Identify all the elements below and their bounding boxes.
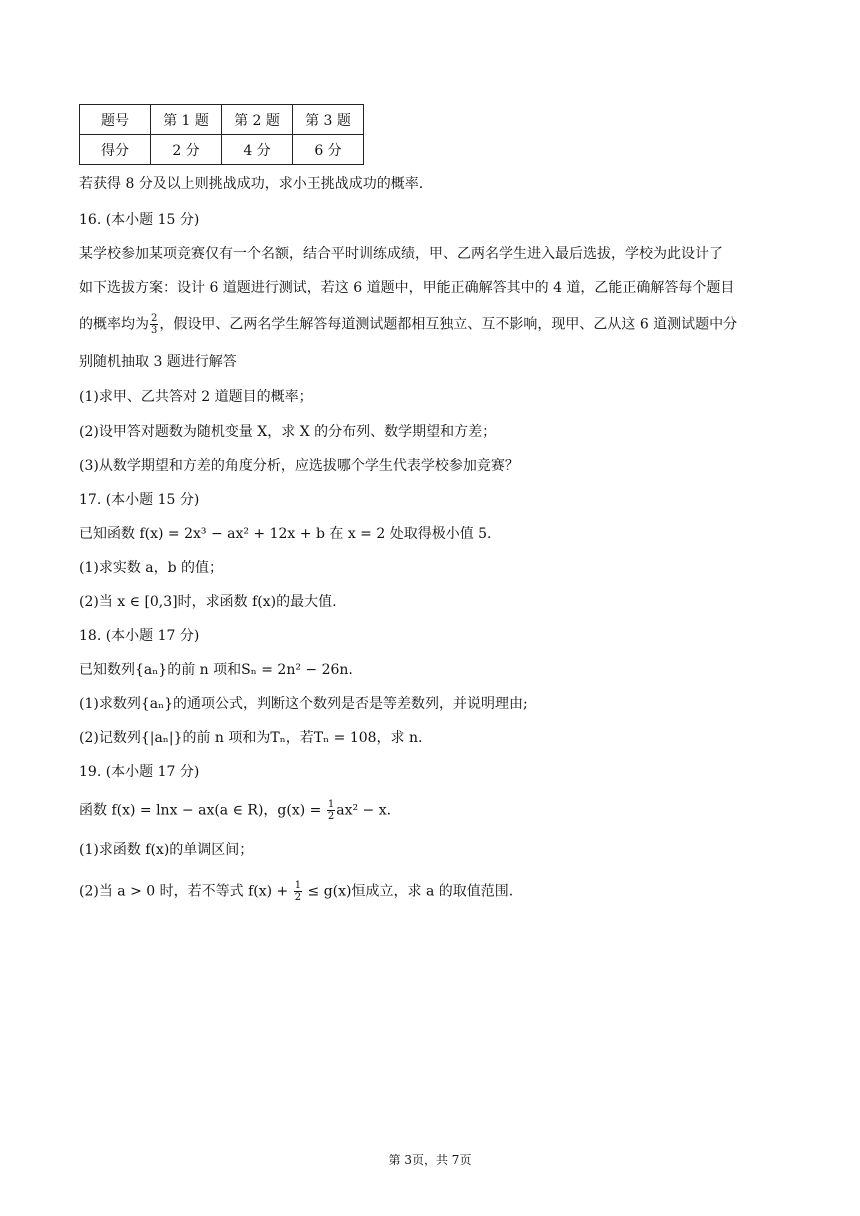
- q17-line1: 已知函数 f(x) = 2x³ − ax² + 12x + b 在 x = 2 处取得极小值 5.: [79, 526, 492, 542]
- fraction-numerator: 2: [151, 313, 158, 324]
- q16-line3: [79, 313, 737, 336]
- fraction: [327, 799, 335, 822]
- q16-line1: 某学校参加某项竞赛仅有一个名额，结合平时训练成绩，甲、乙两名学生进入最后选拔，学校为此设计了: [79, 246, 723, 262]
- table-row: [80, 105, 364, 135]
- q18-heading: 18. (本小题 17 分): [79, 628, 200, 644]
- q16-line4: 别随机抽取 3 题进行解答: [79, 354, 237, 370]
- q19-part2-a: (2)当 a > 0 时，若不等式 f(x) +: [79, 883, 293, 900]
- q18-part2: (2)记数列{|aₙ|}的前 n 项和为Tₙ，若Tₙ = 108，求 n.: [79, 730, 423, 746]
- fraction-denominator: 3: [151, 325, 158, 336]
- score-table: [79, 104, 364, 165]
- q16-line2: 如下选拔方案：设计 6 道题进行测试，若这 6 道题中，甲能正确解答其中的 4 道，乙能正确解答每个题目: [79, 280, 735, 296]
- fraction: [294, 880, 302, 903]
- q19-part2-b: ≤ g(x)恒成立，求 a 的取值范围.: [303, 883, 514, 900]
- q16-line3-post: ，假设甲、乙两名学生解答每道测试题都相互独立、互不影响，现甲、乙从这 6 道测试题中分: [159, 316, 738, 333]
- q16-heading: 16. (本小题 15 分): [79, 212, 200, 228]
- q17-part1: (1)求实数 a，b 的值；: [79, 560, 224, 576]
- q16-part1: (1)求甲、乙共答对 2 道题目的概率；: [79, 389, 313, 405]
- q19-part1: (1)求函数 f(x)的单调区间；: [79, 842, 254, 858]
- table-cell: 题号: [80, 105, 151, 135]
- page-footer: 第 3页，共 7页: [388, 1153, 472, 1167]
- table-cell: 第 1 题: [151, 105, 222, 135]
- fraction-denominator: 2: [294, 892, 302, 903]
- table-cell: 6 分: [293, 135, 364, 165]
- fraction-numerator: 1: [327, 799, 335, 810]
- table-cell: 得分: [80, 135, 151, 165]
- q18-line1: 已知数列{aₙ}的前 n 项和Sₙ = 2n² − 26n.: [79, 662, 353, 678]
- q17-heading: 17. (本小题 15 分): [79, 492, 200, 508]
- q15-tail-text: 若获得 8 分及以上则挑战成功，求小王挑战成功的概率.: [79, 176, 424, 192]
- q19-line1-a: 函数 f(x) = lnx − ax(a ∈ R)，g(x) =: [79, 802, 326, 819]
- q19-line1: [79, 799, 391, 822]
- q19-heading: 19. (本小题 17 分): [79, 764, 200, 780]
- fraction-denominator: 2: [327, 811, 335, 822]
- q16-part2: (2)设甲答对题数为随机变量 X，求 X 的分布列、数学期望和方差；: [79, 424, 497, 440]
- q19-line1-b: ax² − x.: [336, 802, 392, 819]
- table-cell: 第 3 题: [293, 105, 364, 135]
- q19-part2: [79, 880, 513, 903]
- q18-part1: (1)求数列{aₙ}的通项公式，判断这个数列是否是等差数列，并说明理由;: [79, 696, 528, 712]
- table-cell: 4 分: [222, 135, 293, 165]
- table-cell: 2 分: [151, 135, 222, 165]
- table-row: [80, 135, 364, 165]
- table-cell: 第 2 题: [222, 105, 293, 135]
- fraction-numerator: 1: [294, 880, 302, 891]
- q16-part3: (3)从数学期望和方差的角度分析，应选拔哪个学生代表学校参加竞赛？: [79, 458, 519, 474]
- q17-part2: (2)当 x ∈ [0,3]时，求函数 f(x)的最大值.: [79, 594, 337, 610]
- q16-line3-pre: 的概率均为: [79, 316, 149, 333]
- fraction: [150, 313, 158, 336]
